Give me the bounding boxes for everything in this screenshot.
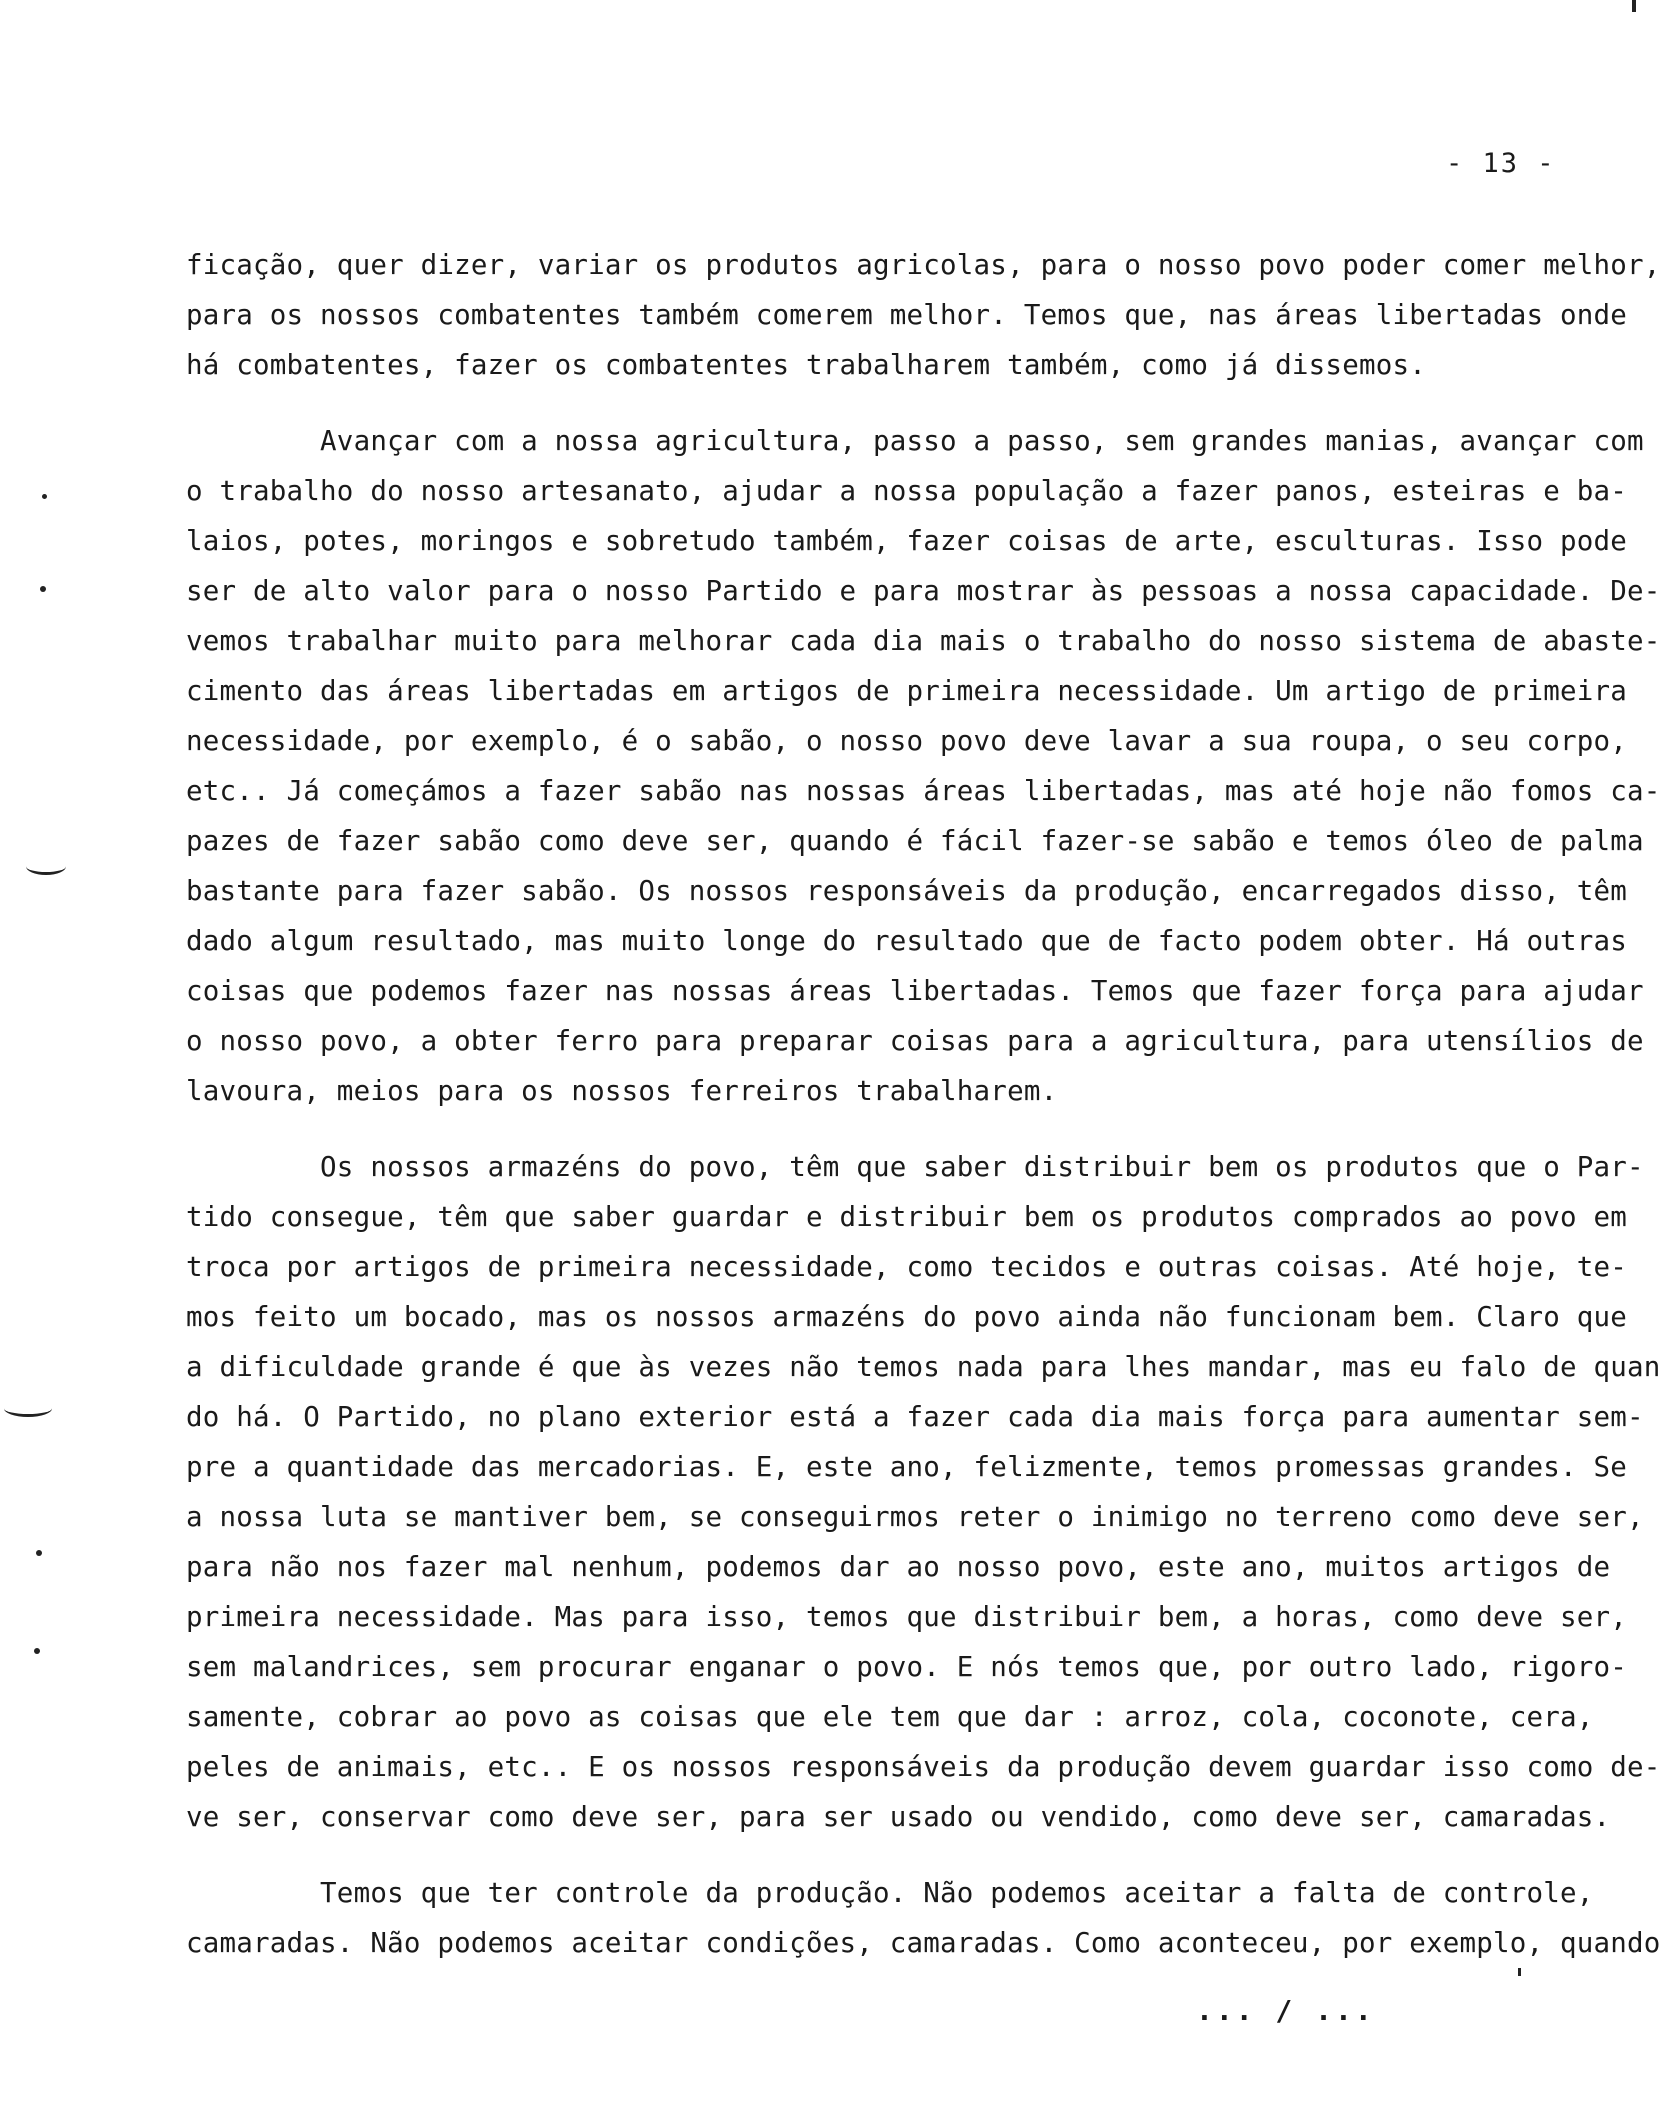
text-line: camaradas. Não podemos aceitar condições, camaradas. Como aconteceu, por exemplo, quando xyxy=(186,1927,1661,1959)
text-line: primeira necessidade. Mas para isso, temos que distribuir bem, a horas, como deve ser, xyxy=(186,1601,1628,1633)
text-line: pazes de fazer sabão como deve ser, quando é fácil fazer-se sabão e temos óleo de palma xyxy=(186,825,1644,857)
margin-dot xyxy=(34,1648,40,1654)
margin-dot xyxy=(40,586,46,592)
text-line: a dificuldade grande é que às vezes não temos nada para lhes mandar, mas eu falo de quan xyxy=(186,1351,1661,1383)
paragraph xyxy=(186,416,1661,1116)
margin-dot xyxy=(36,1550,42,1556)
text-line: o trabalho do nosso artesanato, ajudar a nossa população a fazer panos, esteiras e ba- xyxy=(186,475,1628,507)
text-line: ser de alto valor para o nosso Partido e para mostrar às pessoas a nossa capacidade. De- xyxy=(186,575,1661,607)
text-line: para não nos fazer mal nenhum, podemos dar ao nosso povo, este ano, muitos artigos de xyxy=(186,1551,1611,1583)
text-line: mos feito um bocado, mas os nossos armazéns do povo ainda não funcionam bem. Claro que xyxy=(186,1301,1628,1333)
continuation-marker: ... / ... xyxy=(1196,1994,1375,2027)
margin-curve-mark xyxy=(26,858,66,875)
text-line: sem malandrices, sem procurar enganar o povo. E nós temos que, por outro lado, rigoro- xyxy=(186,1651,1628,1683)
text-line: Os nossos armazéns do povo, têm que saber distribuir bem os produtos que o Par- xyxy=(186,1151,1644,1183)
text-line: coisas que podemos fazer nas nossas áreas libertadas. Temos que fazer força para ajudar xyxy=(186,975,1644,1007)
text-line: há combatentes, fazer os combatentes trabalharem também, como já dissemos. xyxy=(186,349,1426,381)
text-line: pre a quantidade das mercadorias. E, este ano, felizmente, temos promessas grandes. Se xyxy=(186,1451,1628,1483)
paragraph xyxy=(186,240,1661,390)
text-line: ve ser, conservar como deve ser, para ser usado ou vendido, como deve ser, camaradas. xyxy=(186,1801,1611,1833)
text-line: samente, cobrar ao povo as coisas que ele tem que dar : arroz, cola, coconote, cera, xyxy=(186,1701,1594,1733)
document-body xyxy=(186,240,1661,1968)
text-line: vemos trabalhar muito para melhorar cada dia mais o trabalho do nosso sistema de abaste- xyxy=(186,625,1661,657)
text-line: para os nossos combatentes também comerem melhor. Temos que, nas áreas libertadas onde xyxy=(186,299,1628,331)
text-line: peles de animais, etc.. E os nossos responsáveis da produção devem guardar isso como de- xyxy=(186,1751,1661,1783)
margin-dot xyxy=(42,494,47,499)
text-line: etc.. Já começámos a fazer sabão nas nossas áreas libertadas, mas até hoje não fomos ca- xyxy=(186,775,1661,807)
paragraph xyxy=(186,1142,1661,1842)
text-line: bastante para fazer sabão. Os nossos responsáveis da produção, encarregados disso, têm xyxy=(186,875,1628,907)
text-line: troca por artigos de primeira necessidade, como tecidos e outras coisas. Até hoje, te- xyxy=(186,1251,1628,1283)
text-line: a nossa luta se mantiver bem, se conseguirmos reter o inimigo no terreno como deve ser, xyxy=(186,1501,1644,1533)
text-line: o nosso povo, a obter ferro para preparar coisas para a agricultura, para utensílios de xyxy=(186,1025,1644,1057)
margin-tick xyxy=(1518,1968,1521,1976)
margin-tick xyxy=(1632,0,1636,12)
margin-curve-mark xyxy=(4,1400,52,1417)
paragraph xyxy=(186,1868,1661,1968)
text-line: necessidade, por exemplo, é o sabão, o nosso povo deve lavar a sua roupa, o seu corpo, xyxy=(186,725,1628,757)
text-line: do há. O Partido, no plano exterior está a fazer cada dia mais força para aumentar sem- xyxy=(186,1401,1644,1433)
text-line: ficação, quer dizer, variar os produtos agricolas, para o nosso povo poder comer melhor, xyxy=(186,249,1661,281)
text-line: laios, potes, moringos e sobretudo também, fazer coisas de arte, esculturas. Isso pode xyxy=(186,525,1628,557)
page-number: - 13 - xyxy=(1446,148,1556,179)
text-line: cimento das áreas libertadas em artigos de primeira necessidade. Um artigo de primeira xyxy=(186,675,1628,707)
text-line: lavoura, meios para os nossos ferreiros trabalharem. xyxy=(186,1075,1058,1107)
text-line: Temos que ter controle da produção. Não podemos aceitar a falta de controle, xyxy=(186,1877,1594,1909)
text-line: tido consegue, têm que saber guardar e distribuir bem os produtos comprados ao povo em xyxy=(186,1201,1628,1233)
text-line: Avançar com a nossa agricultura, passo a passo, sem grandes manias, avançar com xyxy=(186,425,1644,457)
text-line: dado algum resultado, mas muito longe do resultado que de facto podem obter. Há outras xyxy=(186,925,1628,957)
